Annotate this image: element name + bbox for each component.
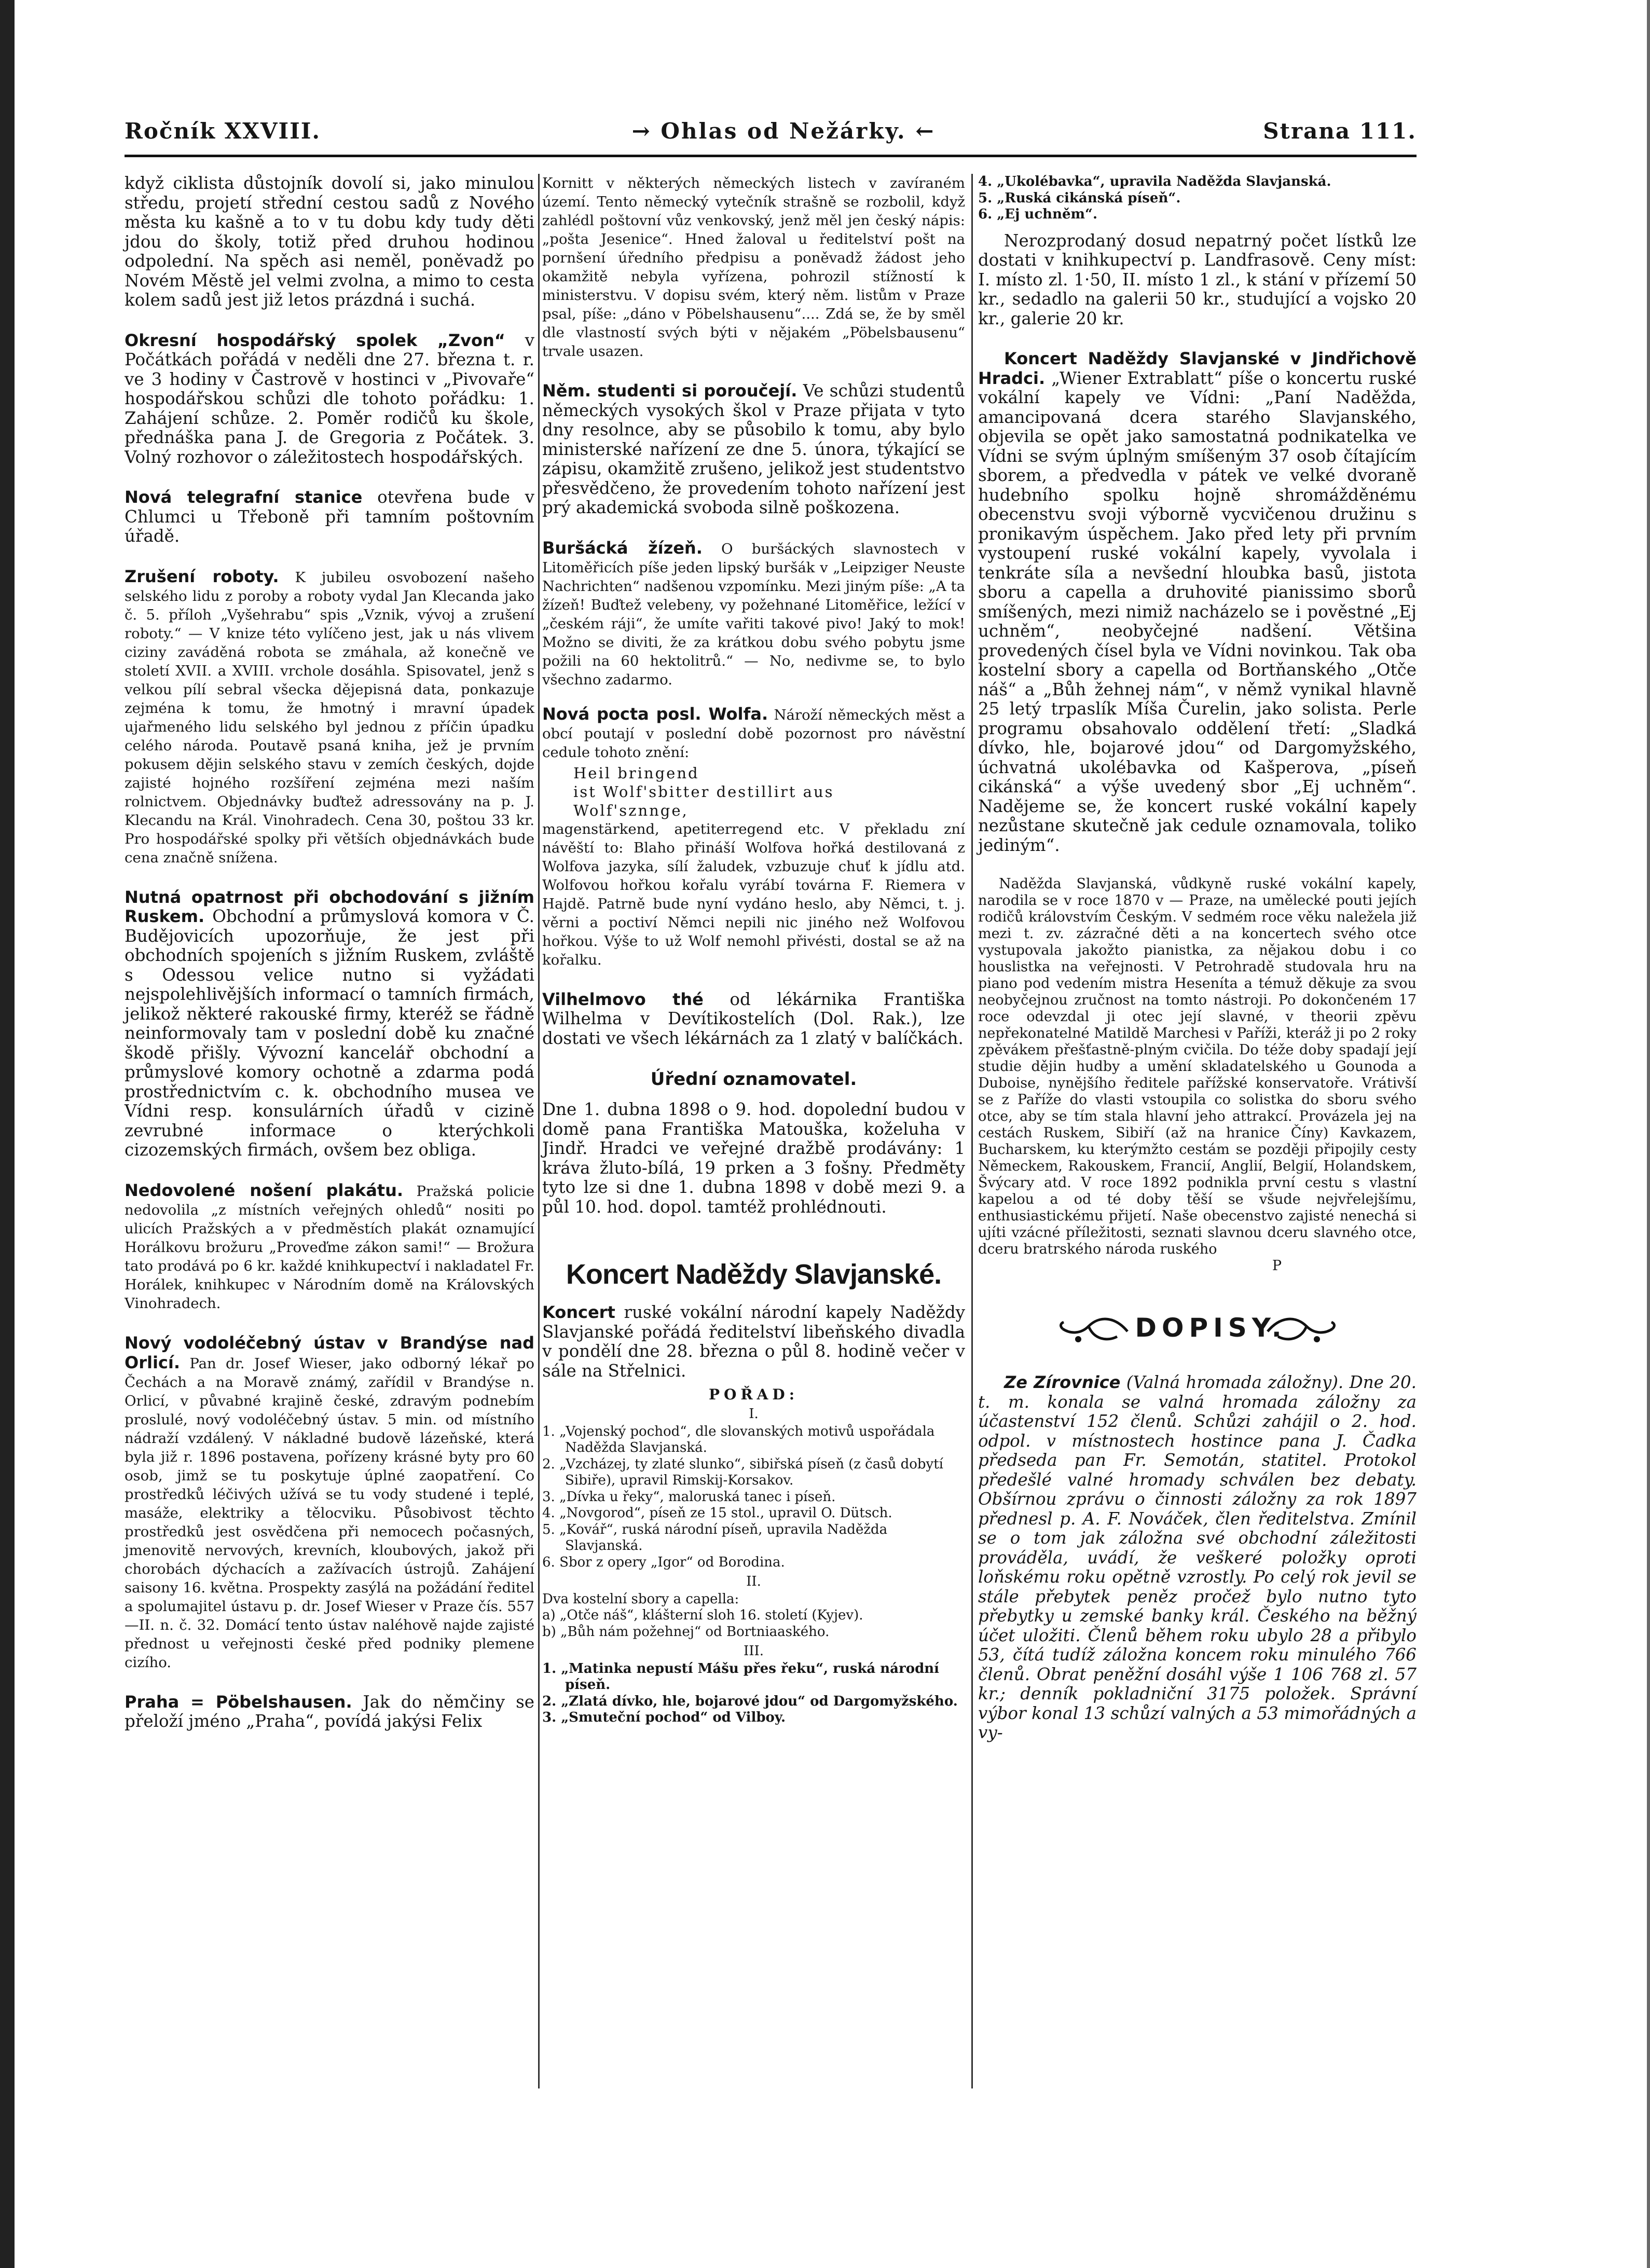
article-telegraf: [125, 488, 534, 546]
program-item: 1. „Matinka nepustí Mášu přes řeku“, ruská národní píseň.: [542, 1660, 940, 1693]
article-zvon: [125, 331, 534, 468]
program-item: 4. „Novgorod“, píseň ze 15 stol., upravil O. Dütsch.: [542, 1505, 892, 1521]
article-studenti: [542, 381, 965, 518]
article-title: Koncert: [542, 1302, 615, 1322]
article-brandys: [125, 1334, 534, 1672]
signature: P: [1272, 1258, 1282, 1274]
article-body: od lékárnika Františka Wilhelma v Devítikostelích (Dol. Rak.), lze dostati ve všech lékárnách za 1 zlatý v balíčkách.: [542, 989, 966, 1048]
article-body: Dne 20. t. m. konala se valná hromada záložny za účastenství 152 členů. Schůzi zahájil o 2. hod. odpol. v místnostech hostince pana J. Čadka předseda pan Fr. Semotán, statitel. Protokol předešlé valné hromady schválen bez debaty. Obšírnou zprávu o činnosti záložny za rok 1897 přednesl p. A. F. Nováček, člen ředitelstva. Zmínil se o tom jak záložna své obchodní záležitosti prováděla, uvádí, že veškeré položky oproti loňskému roku opětně vzrostly. Po celý rok jevil se stále přebytek peněz pročež bylo nutno tyto přebytky u zemské banky král. Českého na běžný účet uložiti. Členů během roku ubylo 28 a přibylo 53, čítá tudíž záložna koncem roku minulého 766 členů. Obrat peněžní dosáhl výše 1 106 768 zl. 57 kr.; denník pokladniční 3175 položek. Správní výbor konal 13 schůzí valných a 53 mimořádných a vy-: [978, 1372, 1417, 1742]
scan-edge-right: [1647, 0, 1650, 2268]
program-item: 2. „Vzcházej, ty zlaté slunko“, sibiřská píseň (z časů dobytí Sibiře), upravil Rimskij-Korsakov.: [542, 1456, 943, 1488]
poster-line: Heil bringend: [573, 764, 699, 782]
article-praha: [125, 1693, 534, 1731]
article-body: Pražská policie nedovolila „z místních veřejných ohledů“ nositi po ulicích Pražských a v předměstích plakát oznamující Horálkovu brožuru „Proveďme zákon sami!“ — Brožura tato prodává po 6 kr. každé knihkupectví i nakladatel Fr. Horálek, knihkupec v Národním domě na Královských Vinohradech.: [125, 1183, 534, 1312]
ornament-left-icon: [1057, 1311, 1130, 1352]
program-heading: POŘAD:: [708, 1386, 799, 1403]
poster-line: ist Wolf'sbitter destillirt aus: [573, 782, 834, 801]
article-wolf: [542, 705, 965, 969]
scan-edge-left: [0, 0, 15, 2268]
section-heading-urad: Úřední oznamovatel.: [650, 1069, 857, 1090]
article-title: Koncert Naděždy Slavjanské v Jindřichově Hradci.: [978, 349, 1417, 388]
poster-line: Wolf'sznnge,: [573, 801, 689, 819]
program-item: b) „Bůh nám požehnej“ od Bortniaaského.: [542, 1624, 830, 1640]
article-body: v Počátkách pořádá v neděli dne 27. března t. r. ve 3 hodiny v Častrově v hostinci v „Pivovaře“ hospodářskou schůzi dle tohoto pořádku: 1. Zahájení schůze. 2. Poměr rodičů ku škole, přednáška pana J. de Gregoria z Počátek. 3. Volný rozhovor o záležitostech hospodářských.: [125, 330, 534, 467]
article-title: Okresní hospodářský spolek „Zvon“: [125, 330, 505, 350]
program-section-1: I.: [749, 1406, 759, 1422]
program-item: 6. „Ej uchněm“.: [978, 207, 1098, 222]
program-item: 5. „Kovář“, ruská národní píseň, upravila Naděžda Slavjanská.: [542, 1521, 888, 1554]
program-item: 5. „Ruská cikánská píseň“.: [978, 190, 1181, 206]
article-title: Praha = Pöbelshausen.: [125, 1692, 352, 1712]
program-item: 1. „Vojenský pochod“, dle slovanských motivů uspořádala Naděžda Slavjanská.: [542, 1423, 935, 1455]
koncert-heading: Koncert Naděždy Slavjanské.: [566, 1259, 942, 1290]
article-body: Ve schůzi studentů německých vysokých škol v Praze přijata v tyto dny resolnce, aby se působilo k tomu, aby bylo ministerské nařízení ze dne 5. února, týkající se zápisu, okamžitě zrušeno, jelikož jest studentstvo přesvědčeno, že provedením tohoto nařízení jest prý akademická svoboda silně poškozena.: [542, 381, 966, 517]
tickets-note: Nerozprodaný dosud nepatrný počet lístků lze dostati v knihkupectví p. Landfrasově. Ceny míst: I. místo zl. 1·50, II. místo 1 zl., k stání v přízemí 50 kr., sedadlo na galerii 50 kr., studující a vojsko 20 kr., galerie 20 kr.: [978, 230, 1417, 328]
article-title: Nutná opatrnost při obchodování s jižním Ruskem.: [125, 887, 534, 926]
dopisy-banner: [1057, 1311, 1338, 1352]
article-body: ruské vokální národní kapely Naděždy Slavjanské pořádá ředitelství libeňského divadla v pondělí dne 28. března o půl 8. hodině večer v sále na Střelnici.: [542, 1302, 965, 1381]
column-3: [978, 174, 1417, 1764]
column-2: [542, 174, 965, 1729]
article-title: Nová telegrafní stanice: [125, 487, 363, 507]
column-divider-1: [538, 174, 540, 2088]
header-volume: Ročník XXVIII.: [125, 118, 321, 144]
article-body: otevřena bude v Chlumci u Třeboně při tamním poštovním úřadě.: [125, 487, 534, 546]
program-section-2: II.: [746, 1574, 761, 1589]
article-title: Nová pocta posl. Wolfa.: [542, 704, 768, 724]
header-journal-title: → Ohlas od Nežárky. ←: [631, 118, 936, 144]
concert-program: [542, 1406, 965, 1726]
article-body: Jak do němčiny se přeloží jméno „Praha“, povídá jakýsi Felix: [125, 1692, 534, 1731]
article-body: Obchodní a průmyslová komora v Č. Budějovicích upozorňuje, že jest při obchodních spojeních s jižním Ruskem, zvláště s Odessou velice nutno si vyžádati nejspolehlivějších informací o tamních firmách, jelikož některé rakouské firmy, kteréž se řádně neinformovaly tam v poslední době ku značné škodě přišly. Vývozní kancelář obchodní a průmyslové komory ochotně a zdarma podá prostřednictvím c. k. obchodního musea ve Vídni resp. konsulárních úřadů v cizině zevrubné informace o kterýchkoli cizozemských firmách, ovšem bez obliga.: [125, 906, 534, 1160]
article-koncert-jh: [978, 349, 1417, 855]
article-drazba: Dne 1. dubna 1898 o 9. hod. dopolední budou v domě pana Františka Matouška, koželuha v Jindř. Hradci ve veřejné dražbě prodávány: 1 kráva žluto-bílá, 19 prken a 3 fošny. Předměty tyto lze si dne 1. dubna 1898 v době mezi 9. a půl 10. hod. dopol. tamtéž prohlédnouti.: [542, 1099, 965, 1217]
article-rusko: [125, 888, 534, 1160]
program-item: 3. „Smuteční pochod“ od Vilboy.: [542, 1710, 786, 1725]
dopisy-heading: DOPISY.: [1135, 1313, 1287, 1343]
article-title: Buršácká žízeň.: [542, 538, 703, 558]
column-divider-2: [971, 174, 973, 2088]
article-title: Ze Zírovnice: [1004, 1372, 1121, 1392]
article-body: K jubileu osvobození našeho selského lidu z poroby a roboty vydal Jan Klecanda jako č. 5. příloh „Vyšehrabu“ spis „Vznik, vývoj a zrušení roboty.“ — V knize této vylíčeno jest, jak u nás vlivem ciziny zaváděná robota se zmáhala, až konečně ve století XVII. a XVIII. vrchole dosáhla. Spisovatel, jenž s velkou pílí sebral všecka dějepisná data, ponkazuje zejména k tomu, že hmotný i mravní úpadek ujařmeného lidu selského byl jednou z příčin úpadku celého národa. Poutavě psaná kniha, jež je prvním pokusem dějin selského stavu v zemích českých, dojde zajisté hojného rozšíření zejména mezi naším rolnictvem. Objednávky buďtež adressovány na p. J. Klecandu na Král. Vinohradech. Cena 30, poštou 33 kr. Pro hospodářské spolky při větších objednávkách bude cena značně snížena.: [125, 569, 534, 866]
article-robota: [125, 567, 534, 867]
article-body: magenstärkend, apetiterregend etc. V překladu zní návěští to: Blaho přináší Wolfova hořká destilovaná z Wolfova jazyka, sílí žaludek, vzbuzuje chuť k jídlu atd. Wolfovou hořkou kořalu vyrábí továrna F. Riemera v Hajdě. Patrně bude nyní vydáno heslo, aby Němci, t. j. věrni a poctiví Němci nepili nic jiného než Wolfovou hořkou. Výše to už Wolf nemohl přivésti, dostal se až na kořalku.: [542, 820, 965, 968]
ornament-right-icon: [1265, 1311, 1338, 1352]
header-page-number: Strana 111.: [1263, 118, 1417, 144]
article-body: „Wiener Extrablatt“ píše o koncertu ruské vokální kapely ve Vídni: „Paní Naděžda, amancipovaná dcera starého Slavjanského, objevila se opět jako samostatná podnikatelka ve Vídni se svým úplným smíšeným 37 osob čítajícím sborem, a předvedla v pátek ve velké dvoraně hudebního spolku hojně shromážděnému obecenstvu svoji výborně vycvičenou družinu s pronikavým úspěchem. Jako před lety při prvním vystoupení ruské vokální kapely, vyvolala i tenkráte síla a nevšední hloubka basů, jistota sboru a capella a druhovité pianissimo sborů smíšených, mezi nimiž nacházelo se i pověstné „Ej uchněm“, neobyčejné nadšení. Většina provedených čísel byla ve Vídni novinkou. Tak oba kostelní sbory a capella od Bortňanského „Otče náš“ a „Bůh žehnej nám“, v němž vynikal hlavně 25 letý trpaslík Míša Čurelin, jako solista. Perle programu obsahovalo oddělení třetí: „Sladká dívko, hle, bojarové jdou“ od Dargomyžského, úchvatná ukolébavka od Kašperova, „píseň cikánská“ a výše uvedený sbor „Ej uchněm“. Nadějeme se, že koncert ruské vokální kapely nezůstane skutečně jak cedule oznamovala, toliko jediným“.: [978, 368, 1417, 855]
program-subheading: Dva kostelní sbory a capella:: [542, 1591, 739, 1607]
article-subtitle: (Valná hromada záložny).: [1120, 1372, 1344, 1392]
article-body: O buršáckých slavnostech v Litoměřicích píše jeden lipský buršák v „Leipziger Neuste Nachrichten“ nadšenou vzpomínku. Mezi jiným píše: „A ta žízeň! Buďtež velebeny, vy požehnané Litoměřice, ležící v „českém ráji“, že umíte vařiti takové pivo! Jaký to mok! Možno se diviti, že za krátkou dobu svého pobytu jsme požili na 60 hektolitrů.“ — No, nedivme se, to bylo všechno zadarmo.: [542, 540, 965, 688]
program-item: a) „Otče náš“, klášterní sloh 16. století (Kyjev).: [542, 1607, 863, 1623]
koncert-intro: [542, 1303, 965, 1381]
article-kornitt: Kornitt v některých německých listech v zavíraném území. Tento německý vytečník strašně se rozbolil, když zahlédl poštovní vůz venkovský, jenž měl jen český nápis: „pošta Jesenice“. Hned žaloval u ředitelství pošt na pornšení úředního předpisu a poněvadž žádost jeho okamžitě nebyla vyřízena, pohrozil stížností k ministerstvu. V dopisu svém, který něm. listům v Praze psal, píše: „dáno v Pöbelshausenu“.... Zdá se, že by směl dle vlastností svých býti v nějakém „Pöbelsbausenu“ trvale usazen.: [542, 175, 965, 360]
column-1: [125, 174, 534, 1752]
article-title: Vilhelmovo thé: [542, 989, 704, 1009]
article-zirovnice: [978, 1373, 1417, 1743]
article-body: Pan dr. Josef Wieser, jako odborný lékař po Čechách a na Moravě známý, zařídil v Brandýse n. Orlicí, v půvabné krajině české, zdravým podnebím proslulé, nový vodoléčebný ústav. 5 min. od místního nádraží vzdálený. V nákladné budově lázeňské, která byla již r. 1896 postavena, pořízeny krásné byty pro 60 osob, jimž se tu poskytuje úplné zaopatření. Co prostředků léčivých užívá se tu vody studené i teplé, masáže, elektriky a tělocviku. Působivost těchto prostředků jest osvědčena při nemocech počasných, jmenovitě nervových, krevních, kloubových, jakož při chorobách dýchacích a zažívacích ústrojů. Zahájení saisony 16. května. Prospekty zasýlá na požádání ředitel a spolumajitel ústavu p. dr. Josef Wieser v Praze čís. 557—II. n. č. 32. Domácí tento ústav naléhově najde zajisté přednost u veřejnosti české před podniky plemene cizího.: [125, 1355, 534, 1671]
article-bursaci: [542, 539, 965, 689]
article-intro: když ciklista důstojník dovolí si, jako minulou středu, projetí střední cestou sadů z Nového města ku kašně a to v tu dobu kdy tudy děti jdou do školy, totiž před druhou hodinou odpolední. Na spěch asi neměl, poněvadž po Novém Městě jel velmi zvolna, a mimo to cesta kolem sadů jest již letos prázdná i suchá.: [125, 173, 534, 310]
article-plakat: [125, 1181, 534, 1313]
program-item: 2. „Zlatá dívko, hle, bojarové jdou“ od Dargomyžského.: [542, 1693, 958, 1709]
article-title: Nedovolené nošení plakátu.: [125, 1180, 404, 1200]
article-biography: [978, 876, 1417, 1258]
article-body: Naděžda Slavjanská, vůdkyně ruské vokální kapely, narodila se v roce 1870 v — Praze, na umělecké pouti jejích rodičů královstvím Českým. V sedmém roce věku naležela již mezi t. zv. zázračné děti a na koncertech svého otce vystupovala jakožto pianistka, za nějakou dobu i co houslistka na veřejnosti. V Petrohradě studovala hru na piano pod vedením mistra Heseníta a témuž děkuje za svou neobyčejnou zručnost na tomto nástroji. Po dokončeném 17 roce odevzdal ji otec její slavné, v theorii zpěvu nepřekonatelné Matildě Marchesi v Paříži, kteráž ji po 2 roky zpěvákem přešťastně-plným cvičila. Do téže doby spadají její studie dějin hudby a umění skladatelského u Gounoda a Duboise, nynějšího ředitele pařížské konservatoře. Vrátivší se z Paříže do vlasti vstoupila co solistka do sboru svého otce, aby se tím stala hlavní jeho attrakcí. Provázela jej na cestách Ruskem, Sibiří (až na hranice Číny) Kavkazem, Bucharskem, ku kterýmžto cestám se později připojily cesty Německem, Rakouskem, Francií, Anglií, Belgií, Holandskem, Švýcary atd. V roce 1892 podnikla první cestu s vlastní kapelou a od té doby těší se všude nejvřelejšímu, enthusiastickému přijetí. Naše obecenstvo zajisté nenechá si ujíti vzácné příležitosti, seznati slavnou dceru slavného otce, dceru bratrského národa ruského: [978, 876, 1417, 1257]
program-list-3-cont: [978, 174, 1417, 223]
program-section-3: III.: [743, 1643, 764, 1659]
program-list-1: [542, 1424, 965, 1571]
program-item: 6. Sbor z opery „Igor“ od Borodina.: [542, 1554, 785, 1570]
program-item: 3. „Dívka u řeky“, maloruská tanec i píseň.: [542, 1489, 836, 1505]
article-vilhelm: [542, 990, 965, 1049]
article-title: Nový vodoléčebný ústav v Brandýse nad Orlicí.: [125, 1332, 534, 1372]
header-rule: [125, 155, 1417, 157]
article-body: Nároží německých měst a obcí poutají v poslední době pozornost pro návěstní cedule tohoto znění:: [542, 706, 966, 761]
program-list-2: [542, 1607, 965, 1640]
article-title: Něm. studenti si poroučejí.: [542, 381, 798, 401]
article-title: Zrušení roboty.: [125, 566, 279, 586]
page-header: [125, 118, 1417, 149]
program-list-3: [542, 1661, 965, 1726]
program-item: 4. „Ukolébavka“, upravila Naděžda Slavjanská.: [978, 174, 1331, 189]
